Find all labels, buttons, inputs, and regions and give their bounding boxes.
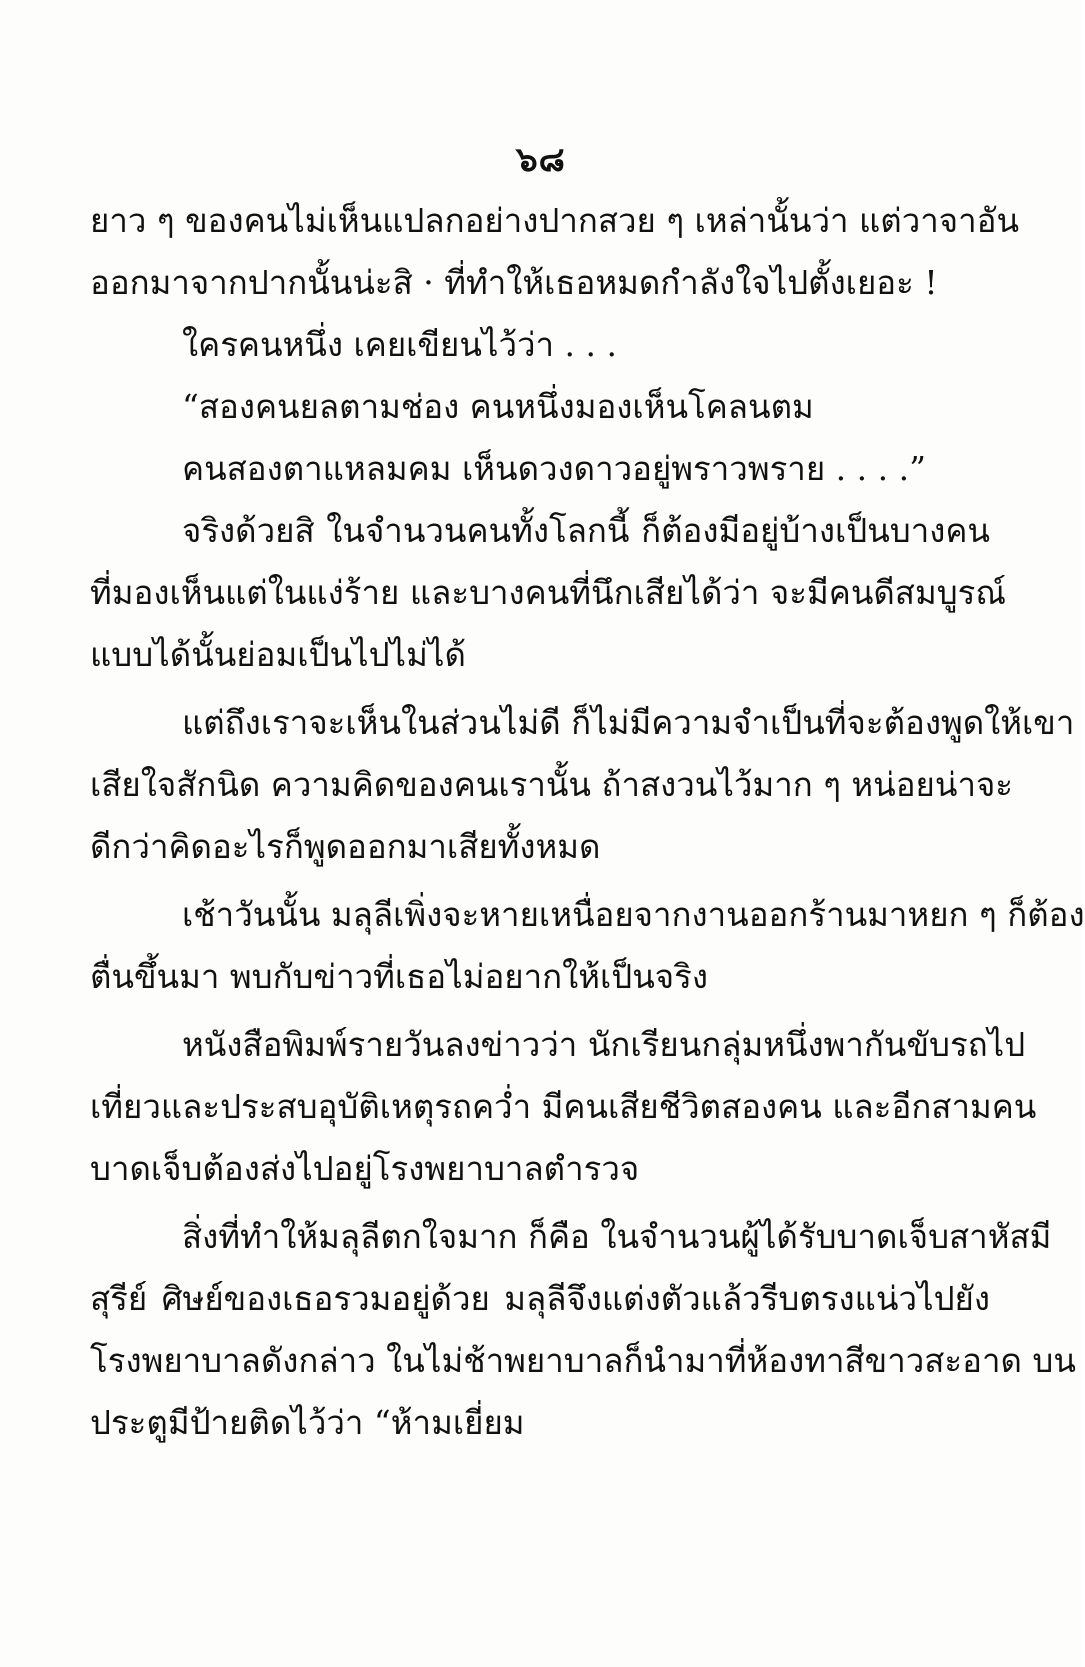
text-line: จริงด้วยสิ ในจำนวนคนทั้งโลกนี้ ก็ต้องมีอยู่บ้างเป็นบางคน bbox=[182, 511, 990, 550]
text-line: แบบได้นั้นย่อมเป็นไปไม่ได้ bbox=[90, 635, 466, 674]
text-line: ประตูมีป้ายติดไว้ว่า “ห้ามเยี่ยม bbox=[90, 1403, 525, 1442]
poem-line: “สองคนยลตามช่อง คนหนึ่งมองเห็นโคลนตม bbox=[182, 387, 814, 426]
text-line: เที่ยวและประสบอุบัติเหตุรถคว่ำ มีคนเสียชีวิตสองคน และอีกสามคน bbox=[90, 1087, 1037, 1126]
text-line: ที่มองเห็นแต่ในแง่ร้าย และบางคนที่นึกเสียได้ว่า จะมีคนดีสมบูรณ์ bbox=[90, 573, 1006, 612]
text-line: ดีกว่าคิดอะไรก็พูดออกมาเสียทั้งหมด bbox=[90, 827, 601, 866]
page-number: ๖๘ bbox=[516, 140, 566, 180]
text-line: ออกมาจากปากนั้นน่ะสิ · ที่ทำให้เธอหมดกำลังใจไปตั้งเยอะ ! bbox=[90, 263, 938, 302]
text-line: สิ่งที่ทำให้มลุลีตกใจมาก ก็คือ ในจำนวนผู้ได้รับบาดเจ็บสาหัสมี bbox=[182, 1217, 1052, 1256]
text-line: หนังสือพิมพ์รายวันลงข่าวว่า นักเรียนกลุ่มหนึ่งพากันขับรถไป bbox=[182, 1025, 1026, 1064]
page-body bbox=[90, 190, 1085, 1454]
text-line: สุรีย์ ศิษย์ของเธอรวมอยู่ด้วย มลุลีจึงแต่งตัวแล้วรีบตรงแน่วไปยัง bbox=[90, 1279, 990, 1318]
text-line: ตื่นขึ้นมา พบกับข่าวที่เธอไม่อยากให้เป็นจริง bbox=[90, 957, 708, 996]
text-line: เสียใจสักนิด ความคิดของคนเรานั้น ถ้าสงวนไว้มาก ๆ หน่อยน่าจะ bbox=[90, 765, 1014, 804]
text-line: โรงพยาบาลดังกล่าว ในไม่ช้าพยาบาลก็นำมาที่ห้องทาสีขาวสะอาด บน bbox=[90, 1341, 1076, 1380]
text-line: ใครคนหนึ่ง เคยเขียนไว้ว่า . . . bbox=[182, 325, 618, 364]
text-line: ยาว ๆ ของคนไม่เห็นแปลกอย่างปากสวย ๆ เหล่านั้นว่า แต่วาจาอัน bbox=[90, 201, 1020, 240]
text-line: เช้าวันนั้น มลุลีเพิ่งจะหายเหนื่อยจากงานออกร้านมาหยก ๆ ก็ต้อง bbox=[182, 895, 1085, 934]
poem-line: คนสองตาแหลมคม เห็นดวงดาวอยู่พราวพราย . . . .” bbox=[182, 449, 926, 488]
text-line: บาดเจ็บต้องส่งไปอยู่โรงพยาบาลตำรวจ bbox=[90, 1149, 640, 1188]
text-line: แต่ถึงเราจะเห็นในส่วนไม่ดี ก็ไม่มีความจำเป็นที่จะต้องพูดให้เขา bbox=[182, 703, 1075, 742]
